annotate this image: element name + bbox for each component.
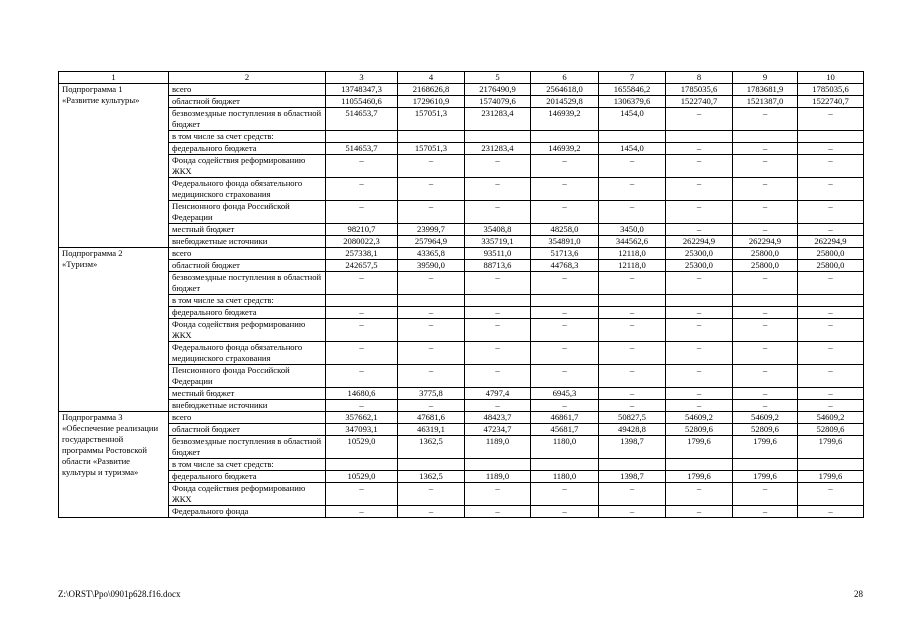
table-row bbox=[59, 248, 864, 260]
amount-cell: – bbox=[326, 178, 398, 201]
amount-cell: – bbox=[326, 272, 398, 295]
funding-source-label: местный бюджет bbox=[169, 224, 326, 236]
table-row bbox=[59, 436, 864, 459]
column-header: 8 bbox=[666, 72, 733, 84]
amount-cell: 25800,0 bbox=[733, 260, 798, 272]
amount-cell: – bbox=[398, 506, 465, 518]
amount-cell: 52809,6 bbox=[666, 424, 733, 436]
funding-source-label: Фонда содействия реформированию ЖКХ bbox=[169, 155, 326, 178]
column-header: 9 bbox=[733, 72, 798, 84]
table-row bbox=[59, 342, 864, 365]
funding-source-label: безвозмездные поступления в областной бюджет bbox=[169, 436, 326, 459]
table-row bbox=[59, 483, 864, 506]
amount-cell: – bbox=[531, 342, 599, 365]
amount-cell: – bbox=[531, 155, 599, 178]
amount-cell: 1521387,0 bbox=[733, 96, 798, 108]
amount-cell: 1180,0 bbox=[531, 471, 599, 483]
amount-cell: 1799,6 bbox=[733, 436, 798, 459]
amount-cell: – bbox=[465, 400, 531, 412]
amount-cell: – bbox=[599, 319, 666, 342]
amount-cell: 1180,0 bbox=[531, 436, 599, 459]
table-row bbox=[59, 143, 864, 155]
amount-cell: 13748347,3 bbox=[326, 84, 398, 96]
funding-source-label: всего bbox=[169, 412, 326, 424]
amount-cell: 10529,0 bbox=[326, 471, 398, 483]
amount-cell: – bbox=[733, 224, 798, 236]
amount-cell: 1783681,9 bbox=[733, 84, 798, 96]
amount-cell: – bbox=[599, 178, 666, 201]
funding-source-label: внебюджетные источники bbox=[169, 236, 326, 248]
amount-cell: 4797,4 bbox=[465, 388, 531, 400]
table-row bbox=[59, 236, 864, 248]
file-path: Z:\ORST\Ppo\0901p628.f16.docx bbox=[58, 589, 181, 599]
amount-cell: – bbox=[733, 272, 798, 295]
amount-cell: – bbox=[326, 400, 398, 412]
amount-cell: – bbox=[398, 342, 465, 365]
amount-cell: 52809,6 bbox=[798, 424, 864, 436]
amount-cell: 1189,0 bbox=[465, 436, 531, 459]
amount-cell: 25800,0 bbox=[798, 248, 864, 260]
amount-cell: – bbox=[798, 108, 864, 131]
table-row bbox=[59, 471, 864, 483]
amount-cell: – bbox=[599, 506, 666, 518]
funding-source-label: безвозмездные поступления в областной бюджет bbox=[169, 272, 326, 295]
amount-cell: – bbox=[326, 365, 398, 388]
amount-cell: 54609,2 bbox=[666, 412, 733, 424]
amount-cell bbox=[733, 295, 798, 307]
table-row bbox=[59, 84, 864, 96]
amount-cell: – bbox=[531, 307, 599, 319]
table-row bbox=[59, 365, 864, 388]
amount-cell: – bbox=[666, 155, 733, 178]
amount-cell bbox=[599, 295, 666, 307]
amount-cell: 11055460,6 bbox=[326, 96, 398, 108]
funding-source-label: Федерального фонда bbox=[169, 506, 326, 518]
amount-cell: – bbox=[666, 201, 733, 224]
amount-cell bbox=[326, 295, 398, 307]
funding-source-label: всего bbox=[169, 248, 326, 260]
amount-cell: – bbox=[531, 201, 599, 224]
amount-cell: – bbox=[733, 108, 798, 131]
funding-source-label: федерального бюджета bbox=[169, 143, 326, 155]
amount-cell: – bbox=[733, 143, 798, 155]
amount-cell: – bbox=[531, 483, 599, 506]
amount-cell: – bbox=[666, 108, 733, 131]
amount-cell: 1785035,6 bbox=[798, 84, 864, 96]
amount-cell: – bbox=[599, 483, 666, 506]
column-header: 5 bbox=[465, 72, 531, 84]
amount-cell: 3775,8 bbox=[398, 388, 465, 400]
amount-cell bbox=[531, 459, 599, 471]
amount-cell: – bbox=[398, 307, 465, 319]
amount-cell bbox=[531, 131, 599, 143]
amount-cell bbox=[465, 295, 531, 307]
amount-cell: – bbox=[733, 506, 798, 518]
amount-cell: 49428,8 bbox=[599, 424, 666, 436]
funding-source-label: Пенсионного фонда Российской Федерации bbox=[169, 201, 326, 224]
amount-cell: 47681,6 bbox=[398, 412, 465, 424]
table-row bbox=[59, 96, 864, 108]
amount-cell bbox=[666, 459, 733, 471]
amount-cell: – bbox=[798, 155, 864, 178]
amount-cell: 146939,2 bbox=[531, 143, 599, 155]
amount-cell bbox=[531, 295, 599, 307]
amount-cell: 1655846,2 bbox=[599, 84, 666, 96]
amount-cell: 1398,7 bbox=[599, 436, 666, 459]
amount-cell: – bbox=[798, 388, 864, 400]
amount-cell: – bbox=[398, 272, 465, 295]
table-row bbox=[59, 131, 864, 143]
amount-cell bbox=[465, 131, 531, 143]
amount-cell: – bbox=[398, 155, 465, 178]
amount-cell: 48423,7 bbox=[465, 412, 531, 424]
amount-cell: 347093,1 bbox=[326, 424, 398, 436]
amount-cell: – bbox=[798, 201, 864, 224]
amount-cell: – bbox=[531, 400, 599, 412]
amount-cell: 514653,7 bbox=[326, 108, 398, 131]
table-row bbox=[59, 295, 864, 307]
amount-cell: 12118,0 bbox=[599, 248, 666, 260]
amount-cell: – bbox=[531, 319, 599, 342]
amount-cell: – bbox=[465, 319, 531, 342]
subprogram-name: Подпрограмма 3 «Обеспечение реализации государственной программы Ростовской области «Развитие культуры и туризма» bbox=[59, 412, 169, 518]
amount-cell: – bbox=[733, 388, 798, 400]
amount-cell: – bbox=[465, 342, 531, 365]
funding-source-label: безвозмездные поступления в областной бюджет bbox=[169, 108, 326, 131]
amount-cell: – bbox=[733, 155, 798, 178]
amount-cell bbox=[326, 131, 398, 143]
amount-cell: 1362,5 bbox=[398, 436, 465, 459]
column-header: 3 bbox=[326, 72, 398, 84]
table-row bbox=[59, 201, 864, 224]
amount-cell: – bbox=[326, 307, 398, 319]
amount-cell: – bbox=[666, 307, 733, 319]
amount-cell: – bbox=[326, 201, 398, 224]
table-row bbox=[59, 307, 864, 319]
amount-cell: 357662,1 bbox=[326, 412, 398, 424]
amount-cell: 1454,0 bbox=[599, 143, 666, 155]
amount-cell bbox=[666, 295, 733, 307]
amount-cell: – bbox=[398, 319, 465, 342]
funding-source-label: областной бюджет bbox=[169, 96, 326, 108]
amount-cell: – bbox=[666, 224, 733, 236]
table-row bbox=[59, 260, 864, 272]
subprogram-name: Подпрограмма 2 «Туризм» bbox=[59, 248, 169, 412]
amount-cell: 262294,9 bbox=[798, 236, 864, 248]
funding-source-label: федерального бюджета bbox=[169, 471, 326, 483]
amount-cell: – bbox=[531, 365, 599, 388]
amount-cell: – bbox=[599, 155, 666, 178]
table-row bbox=[59, 272, 864, 295]
amount-cell: 354891,0 bbox=[531, 236, 599, 248]
amount-cell: 23999,7 bbox=[398, 224, 465, 236]
amount-cell: – bbox=[599, 388, 666, 400]
amount-cell: 335719,1 bbox=[465, 236, 531, 248]
amount-cell: 45681,7 bbox=[531, 424, 599, 436]
amount-cell: – bbox=[666, 272, 733, 295]
table-row bbox=[59, 412, 864, 424]
funding-source-label: местный бюджет bbox=[169, 388, 326, 400]
amount-cell: – bbox=[465, 365, 531, 388]
amount-cell: – bbox=[326, 319, 398, 342]
funding-source-label: в том числе за счет средств: bbox=[169, 295, 326, 307]
funding-source-label: областной бюджет bbox=[169, 260, 326, 272]
amount-cell: 12118,0 bbox=[599, 260, 666, 272]
amount-cell: 93511,0 bbox=[465, 248, 531, 260]
table-row bbox=[59, 178, 864, 201]
amount-cell: 3450,0 bbox=[599, 224, 666, 236]
amount-cell: – bbox=[798, 272, 864, 295]
amount-cell: 344562,6 bbox=[599, 236, 666, 248]
amount-cell: 54609,2 bbox=[733, 412, 798, 424]
table-row bbox=[59, 506, 864, 518]
table-row bbox=[59, 155, 864, 178]
amount-cell: 54609,2 bbox=[798, 412, 864, 424]
amount-cell: – bbox=[531, 272, 599, 295]
amount-cell: 2176490,9 bbox=[465, 84, 531, 96]
column-header: 10 bbox=[798, 72, 864, 84]
amount-cell: – bbox=[666, 143, 733, 155]
amount-cell: 262294,9 bbox=[666, 236, 733, 248]
amount-cell: – bbox=[326, 342, 398, 365]
amount-cell: 25300,0 bbox=[666, 248, 733, 260]
funding-source-label: Пенсионного фонда Российской Федерации bbox=[169, 365, 326, 388]
amount-cell: 47234,7 bbox=[465, 424, 531, 436]
amount-cell: – bbox=[465, 272, 531, 295]
amount-cell: 1362,5 bbox=[398, 471, 465, 483]
amount-cell: – bbox=[465, 155, 531, 178]
column-header: 6 bbox=[531, 72, 599, 84]
amount-cell: 1799,6 bbox=[798, 436, 864, 459]
amount-cell: 14680,6 bbox=[326, 388, 398, 400]
table-row bbox=[59, 424, 864, 436]
funding-source-label: Фонда содействия реформированию ЖКХ bbox=[169, 319, 326, 342]
amount-cell: 46319,1 bbox=[398, 424, 465, 436]
amount-cell: 88713,6 bbox=[465, 260, 531, 272]
amount-cell: – bbox=[733, 201, 798, 224]
funding-source-label: Федерального фонда обязательного медицинского страхования bbox=[169, 178, 326, 201]
amount-cell: 98210,7 bbox=[326, 224, 398, 236]
amount-cell: – bbox=[666, 506, 733, 518]
amount-cell: – bbox=[733, 319, 798, 342]
amount-cell: – bbox=[326, 483, 398, 506]
amount-cell: 2564618,0 bbox=[531, 84, 599, 96]
amount-cell: 43365,8 bbox=[398, 248, 465, 260]
budget-table bbox=[58, 71, 864, 518]
amount-cell: 48258,0 bbox=[531, 224, 599, 236]
funding-source-label: в том числе за счет средств: bbox=[169, 131, 326, 143]
amount-cell: 1799,6 bbox=[666, 436, 733, 459]
column-header: 4 bbox=[398, 72, 465, 84]
amount-cell bbox=[798, 131, 864, 143]
amount-cell: – bbox=[798, 178, 864, 201]
amount-cell: – bbox=[666, 483, 733, 506]
amount-cell: – bbox=[465, 506, 531, 518]
amount-cell: 6945,3 bbox=[531, 388, 599, 400]
amount-cell: – bbox=[733, 365, 798, 388]
amount-cell: 231283,4 bbox=[465, 108, 531, 131]
amount-cell: 1306379,6 bbox=[599, 96, 666, 108]
amount-cell: – bbox=[798, 483, 864, 506]
table-row bbox=[59, 224, 864, 236]
amount-cell: – bbox=[798, 342, 864, 365]
amount-cell: 1799,6 bbox=[666, 471, 733, 483]
amount-cell: 514653,7 bbox=[326, 143, 398, 155]
amount-cell: – bbox=[599, 400, 666, 412]
amount-cell: – bbox=[599, 342, 666, 365]
amount-cell: – bbox=[733, 483, 798, 506]
amount-cell: 157051,3 bbox=[398, 143, 465, 155]
amount-cell bbox=[398, 459, 465, 471]
funding-source-label: федерального бюджета bbox=[169, 307, 326, 319]
amount-cell: 231283,4 bbox=[465, 143, 531, 155]
funding-source-label: внебюджетные источники bbox=[169, 400, 326, 412]
amount-cell: – bbox=[599, 307, 666, 319]
amount-cell: – bbox=[666, 365, 733, 388]
amount-cell: – bbox=[798, 319, 864, 342]
amount-cell: – bbox=[666, 342, 733, 365]
amount-cell bbox=[798, 459, 864, 471]
amount-cell: – bbox=[531, 178, 599, 201]
amount-cell: 2014529,8 bbox=[531, 96, 599, 108]
amount-cell bbox=[733, 131, 798, 143]
amount-cell: 1799,6 bbox=[798, 471, 864, 483]
amount-cell: – bbox=[398, 400, 465, 412]
amount-cell: – bbox=[599, 272, 666, 295]
amount-cell: 52809,6 bbox=[733, 424, 798, 436]
amount-cell: – bbox=[666, 319, 733, 342]
amount-cell: 2080022,3 bbox=[326, 236, 398, 248]
amount-cell bbox=[398, 295, 465, 307]
amount-cell: – bbox=[733, 400, 798, 412]
amount-cell: – bbox=[798, 365, 864, 388]
amount-cell: 1522740,7 bbox=[666, 96, 733, 108]
amount-cell: – bbox=[733, 307, 798, 319]
amount-cell bbox=[465, 459, 531, 471]
amount-cell: – bbox=[666, 400, 733, 412]
amount-cell: 1454,0 bbox=[599, 108, 666, 131]
amount-cell: – bbox=[666, 178, 733, 201]
amount-cell: – bbox=[798, 400, 864, 412]
amount-cell: 44768,3 bbox=[531, 260, 599, 272]
table-row bbox=[59, 459, 864, 471]
amount-cell: – bbox=[465, 483, 531, 506]
amount-cell: 1574079,6 bbox=[465, 96, 531, 108]
amount-cell: 242657,5 bbox=[326, 260, 398, 272]
amount-cell: 10529,0 bbox=[326, 436, 398, 459]
amount-cell bbox=[599, 459, 666, 471]
amount-cell bbox=[398, 131, 465, 143]
amount-cell: – bbox=[599, 365, 666, 388]
amount-cell: 1799,6 bbox=[733, 471, 798, 483]
funding-source-label: в том числе за счет средств: bbox=[169, 459, 326, 471]
table-row bbox=[59, 319, 864, 342]
amount-cell: 146939,2 bbox=[531, 108, 599, 131]
amount-cell: 157051,3 bbox=[398, 108, 465, 131]
amount-cell bbox=[326, 459, 398, 471]
table-row bbox=[59, 400, 864, 412]
column-header: 2 bbox=[169, 72, 326, 84]
page-number: 28 bbox=[854, 589, 863, 599]
amount-cell: 39590,0 bbox=[398, 260, 465, 272]
column-header: 1 bbox=[59, 72, 169, 84]
amount-cell bbox=[666, 131, 733, 143]
amount-cell: – bbox=[398, 365, 465, 388]
amount-cell: – bbox=[531, 506, 599, 518]
amount-cell bbox=[798, 295, 864, 307]
amount-cell: 51713,6 bbox=[531, 248, 599, 260]
amount-cell: – bbox=[798, 143, 864, 155]
amount-cell: – bbox=[398, 483, 465, 506]
amount-cell: – bbox=[798, 224, 864, 236]
column-header: 7 bbox=[599, 72, 666, 84]
amount-cell bbox=[733, 459, 798, 471]
amount-cell: 50827,5 bbox=[599, 412, 666, 424]
table-row bbox=[59, 388, 864, 400]
amount-cell: – bbox=[798, 506, 864, 518]
funding-source-label: всего bbox=[169, 84, 326, 96]
amount-cell: 1189,0 bbox=[465, 471, 531, 483]
amount-cell: – bbox=[465, 178, 531, 201]
amount-cell: – bbox=[798, 307, 864, 319]
amount-cell: – bbox=[326, 155, 398, 178]
amount-cell: 25800,0 bbox=[798, 260, 864, 272]
table-row bbox=[59, 108, 864, 131]
amount-cell: 257964,9 bbox=[398, 236, 465, 248]
amount-cell: – bbox=[599, 201, 666, 224]
amount-cell: 2168626,8 bbox=[398, 84, 465, 96]
amount-cell: 262294,9 bbox=[733, 236, 798, 248]
amount-cell: – bbox=[398, 178, 465, 201]
amount-cell: 257338,1 bbox=[326, 248, 398, 260]
subprogram-name: Подпрограмма 1 «Развитие культуры» bbox=[59, 84, 169, 248]
amount-cell: – bbox=[733, 178, 798, 201]
header-row bbox=[59, 72, 864, 84]
amount-cell: 25800,0 bbox=[733, 248, 798, 260]
amount-cell: 1398,7 bbox=[599, 471, 666, 483]
amount-cell: 46861,7 bbox=[531, 412, 599, 424]
funding-source-label: Фонда содействия реформированию ЖКХ bbox=[169, 483, 326, 506]
amount-cell: 1785035,6 bbox=[666, 84, 733, 96]
amount-cell: 1729610,9 bbox=[398, 96, 465, 108]
amount-cell: 25300,0 bbox=[666, 260, 733, 272]
amount-cell: – bbox=[398, 201, 465, 224]
amount-cell: 35408,8 bbox=[465, 224, 531, 236]
amount-cell: – bbox=[465, 307, 531, 319]
amount-cell bbox=[599, 131, 666, 143]
amount-cell: – bbox=[666, 388, 733, 400]
funding-source-label: Федерального фонда обязательного медицинского страхования bbox=[169, 342, 326, 365]
amount-cell: 1522740,7 bbox=[798, 96, 864, 108]
amount-cell: – bbox=[326, 506, 398, 518]
amount-cell: – bbox=[733, 342, 798, 365]
funding-source-label: областной бюджет bbox=[169, 424, 326, 436]
amount-cell: – bbox=[465, 201, 531, 224]
